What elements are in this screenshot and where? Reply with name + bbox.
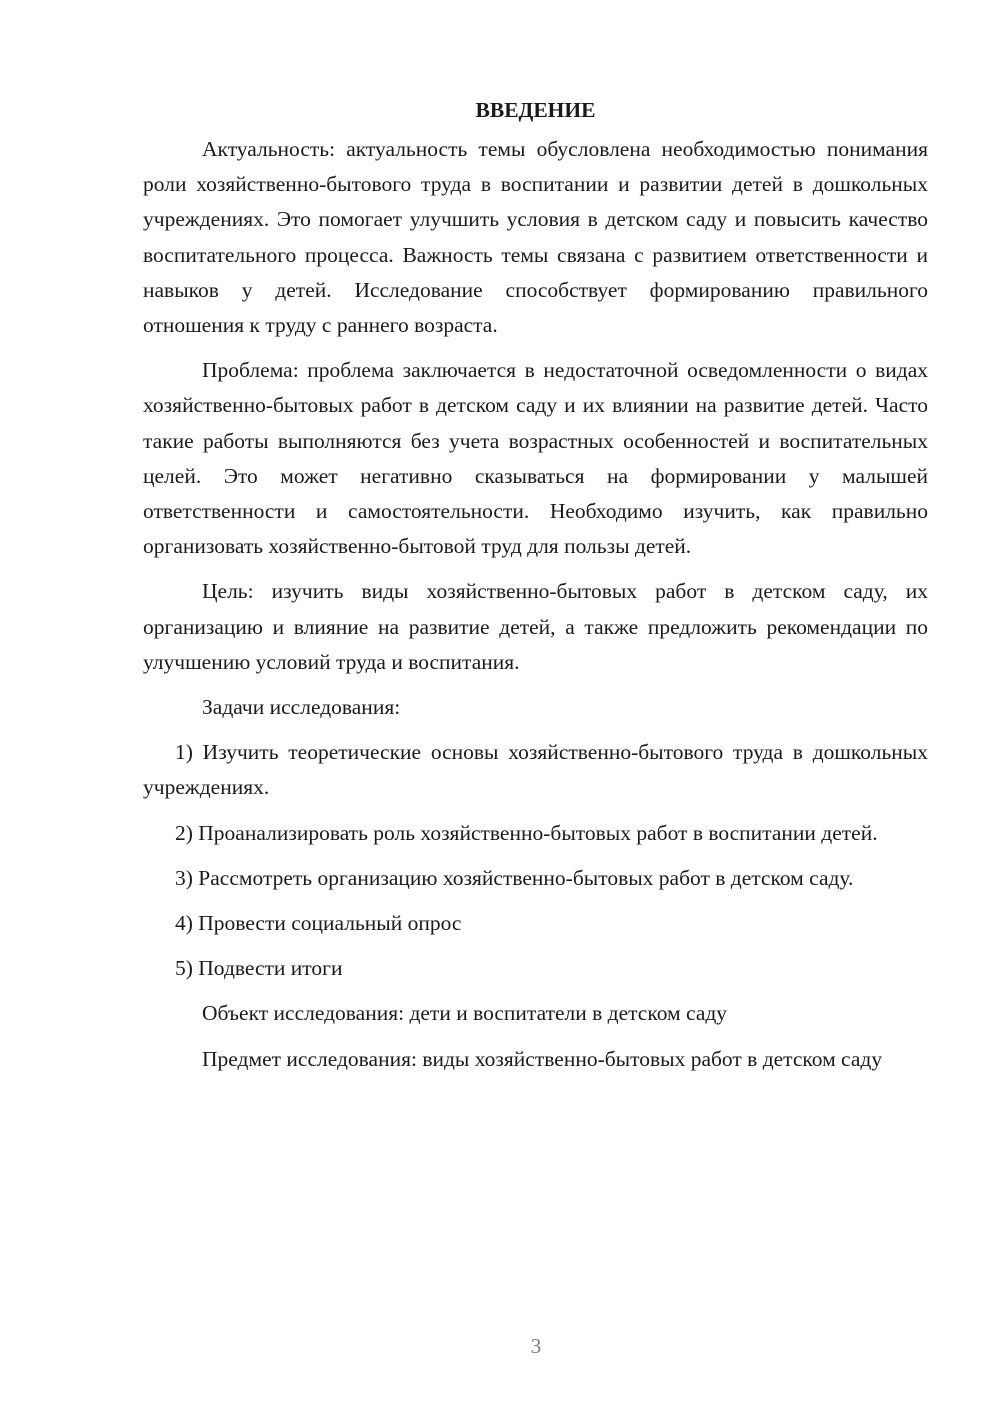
task-item-1: 1) Изучить теоретические основы хозяйственно-бытового труда в дошкольных учреждениях. bbox=[143, 740, 928, 800]
tasks-heading: Задачи исследования: bbox=[202, 695, 401, 720]
page-title: ВВЕДЕНИЕ bbox=[475, 98, 596, 122]
task-item-5: 5) Подвести итоги bbox=[175, 956, 343, 981]
subject-paragraph: Предмет исследования: виды хозяйственно-бытовых работ в детском саду bbox=[202, 1046, 883, 1071]
task-item-4: 4) Провести социальный опрос bbox=[175, 911, 462, 936]
task-item-3: 3) Рассмотреть организацию хозяйственно-бытовых работ в детском саду. bbox=[175, 865, 854, 890]
relevance-paragraph: Актуальность: актуальность темы обусловлена необходимостью понимания роли хозяйственно-бытового труда в воспитании и развитии детей в дошкольных учреждениях. Это помогает улучшить условия в детском саду и повысить качество воспитательного процесса. Важность темы связана с развитием ответственности и навыков у детей. Исследование способствует формированию правильного отношения к труду с раннего возраста. bbox=[143, 137, 928, 338]
page-number: 3 bbox=[530, 1334, 542, 1358]
task-item-2: 2) Проанализировать роль хозяйственно-бытовых работ в воспитании детей. bbox=[175, 820, 878, 845]
goal-paragraph: Цель: изучить виды хозяйственно-бытовых работ в детском саду, их организацию и влияние на развитие детей, а также предложить рекомендации по улучшению условий труда и воспитания. bbox=[143, 579, 928, 674]
document-page bbox=[143, 88, 928, 1087]
problem-paragraph: Проблема: проблема заключается в недостаточной осведомленности о видах хозяйственно-бытовых работ в детском саду и их влиянии на развитие детей. Часто такие работы выполняются без учета возрастных особенностей и воспитательных целей. Это может негативно сказываться на формировании у малышей ответственности и самостоятельности. Необходимо изучить, как правильно организовать хозяйственно-бытовой труд для пользы детей. bbox=[143, 358, 928, 559]
object-paragraph: Объект исследования: дети и воспитатели в детском саду bbox=[202, 1001, 728, 1026]
